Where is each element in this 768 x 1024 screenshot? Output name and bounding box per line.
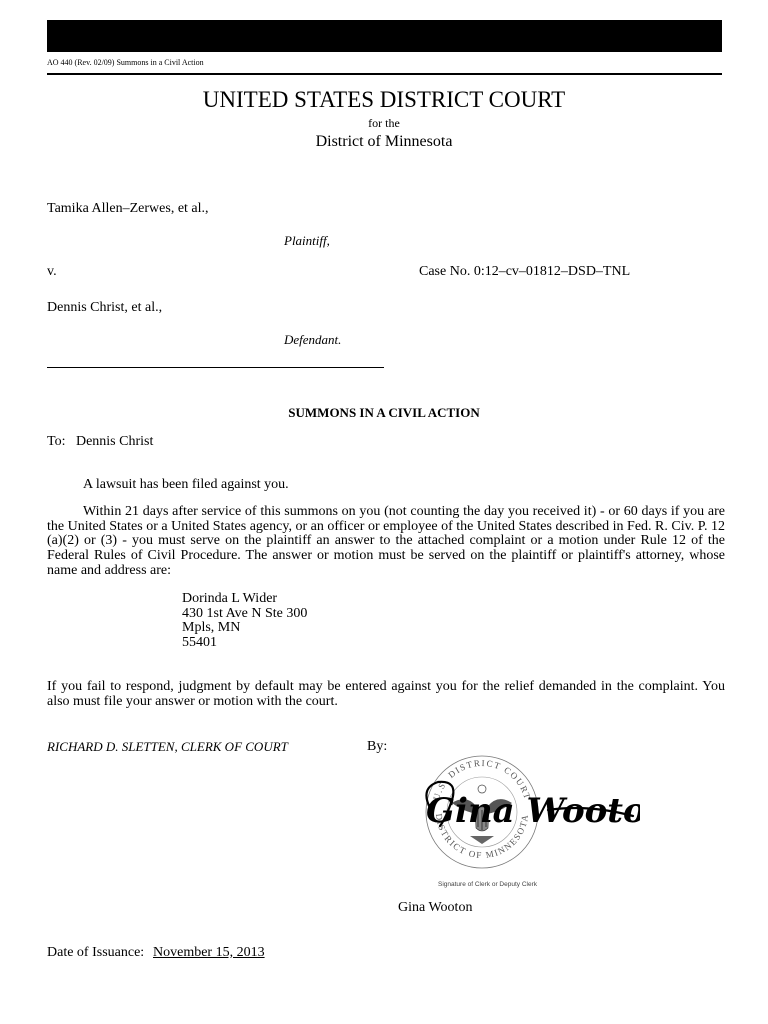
court-title: UNITED STATES DISTRICT COURT <box>202 87 566 112</box>
seal-signature-graphic <box>418 748 640 890</box>
district-name: District of Minnesota <box>315 133 453 150</box>
attorney-city: Mpls, MN <box>182 620 241 636</box>
issuance-date: November 15, 2013 <box>153 945 265 960</box>
lawsuit-notice: A lawsuit has been filed against you. <box>83 477 289 492</box>
plaintiff-name: Tamika Allen–Zerwes, et al., <box>47 201 209 216</box>
svg-text:Gina Wooton: Gina Woot <box>426 791 624 831</box>
seal-top-text: U.S. DISTRICT COURT <box>431 757 533 802</box>
by-label: By: <box>367 739 388 754</box>
deputy-clerk-name: Gina Wooton <box>398 900 473 915</box>
seal-bottom-text: DISTRICT OF MINNESOTA <box>433 812 531 861</box>
attorney-name: Dorinda L Wider <box>182 591 278 606</box>
attorney-zip: 55401 <box>182 635 217 651</box>
plaintiff-label: Plaintiff, <box>284 233 330 248</box>
versus-label: v. <box>47 264 57 279</box>
service-instructions: Within 21 days after service of this summons on you (not counting the day you received it) - or 60 days if you are the United States or a United States agency, or an officer or employee of the United States described in Fed. R. Civ. P. 12 (a)(2) or (3) - you must serve on the plaintiff an answer to the attached complaint or a motion under Rule 12 of the Federal Rules of Civil Procedure. The answer or motion must be served on the plaintiff or plaintiff's attorney, whose name and address are: <box>47 504 725 578</box>
recipient-name: Dennis Christ <box>75 434 154 449</box>
case-number: Case No. 0:12–cv–01812–DSD–TNL <box>419 264 631 279</box>
recipient-line <box>47 434 153 450</box>
for-the-label: for the <box>368 116 400 130</box>
clerk-of-court: RICHARD D. SLETTEN, CLERK OF COURT <box>47 739 288 754</box>
summons-heading: SUMMONS IN A CIVIL ACTION <box>288 405 480 420</box>
defendant-name: Dennis Christ, et al., <box>47 300 163 315</box>
caption-rule <box>47 367 384 368</box>
redaction-bar <box>47 20 722 52</box>
header-rule <box>47 73 722 75</box>
signature-caption: Signature of Clerk or Deputy Clerk <box>438 881 537 888</box>
default-warning: If you fail to respond, judgment by default may be entered against you for the relief demanded in the complaint. You also must file your answer or motion with the court. <box>47 679 725 709</box>
issuance-label: Date of Issuance: <box>47 945 145 960</box>
court-seal-signature <box>418 748 640 890</box>
defendant-label: Defendant. <box>284 332 342 347</box>
form-id: AO 440 (Rev. 02/09) Summons in a Civil Action <box>47 58 204 67</box>
to-label: To: <box>47 434 66 449</box>
attorney-address <box>182 592 307 651</box>
attorney-street: 430 1st Ave N Ste 300 <box>182 605 308 621</box>
